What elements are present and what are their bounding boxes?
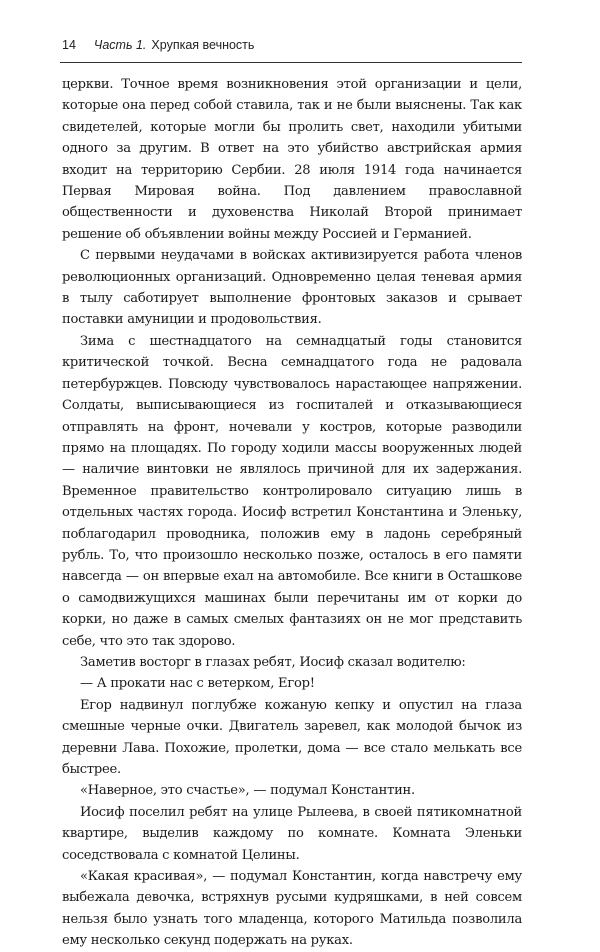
page-number: 14 (62, 38, 76, 52)
paragraph: Зима с шестнадцатого на семнадцатый годы становится критической точкой. Весна семнадцатого года не радовала петербуржцев. Повсюду чувствовалось нарастающее напряжении. Солдаты, выписывающиеся из госпиталей и отказывающиеся отправлять на фронт, ночевали у костров, которые разводили прямо на площадях. По городу ходили массы вооруженных людей — наличие винтовки не являлось причиной для их задержания. Временное правительство контролировало ситуацию лишь в отдельных частях города. Иосиф встретил Константина и Эленьку, поблагодарил проводника, положив ему в ладонь серебряный рубль. То, что произошло несколько позже, осталось в его памяти навсегда — он впервые ехал на автомобиле. Все книги в Осташкове о самодвижущихся машинах были перечитаны им от корки до корки, но даже в самых смелых фантазиях он не мог представить себе, что это так здорово. (62, 333, 522, 649)
paragraph: С первыми неудачами в войсках активизируется работа членов революционных организаций. Одновременно целая теневая армия в тылу саботирует выполнение фронтовых заказов и срывает поставки амуниции и продовольствия. (62, 248, 522, 328)
running-header (62, 38, 254, 52)
body-text (62, 74, 522, 952)
paragraph: Заметив восторг в глазах ребят, Иосиф сказал водителю: (80, 654, 466, 670)
paragraph: Иосиф поселил ребят на улице Рылеева, в своей пятикомнатной квартире, выделив каждому по комнате. Комната Эленьки соседствовала с комнатой Целины. (62, 804, 522, 863)
paragraph: «Какая красивая», — подумал Константин, когда навстречу ему выбежала девочка, встряхнув русыми кудряшками, в ней совсем нельзя было узнать того младенца, которого Матильда позволила ему несколько секунд подержать на руках. (62, 869, 522, 949)
part-label: Часть 1. (93, 38, 147, 52)
header-rule (60, 62, 522, 63)
paragraph: Егор надвинул поглубже кожаную кепку и опустил на глаза смешные черные очки. Двигатель заревел, как молодой бычок из деревни Лава. Похожие, пролетки, дома — все стало мелькать все быстрее. (62, 697, 522, 777)
part-title: Хрупкая вечность (151, 38, 255, 52)
paragraph: церкви. Точное время возникновения этой организации и цели, которые она перед собой ставила, так и не были выяснены. Так как свидетелей, которые могли бы пролить свет, находили убитыми одного за другим. В ответ на это убийство австрийская армия входит на территорию Сербии. 28 июля 1914 года начинается Первая Мировая война. Под давлением православной общественности и духовенства Николай Второй принимает решение об объявлении войны между Россией и Германией. (62, 77, 522, 242)
paragraph: «Наверное, это счастье», — подумал Константин. (80, 783, 415, 799)
paragraph: — А прокати нас с ветерком, Егор! (80, 676, 315, 692)
